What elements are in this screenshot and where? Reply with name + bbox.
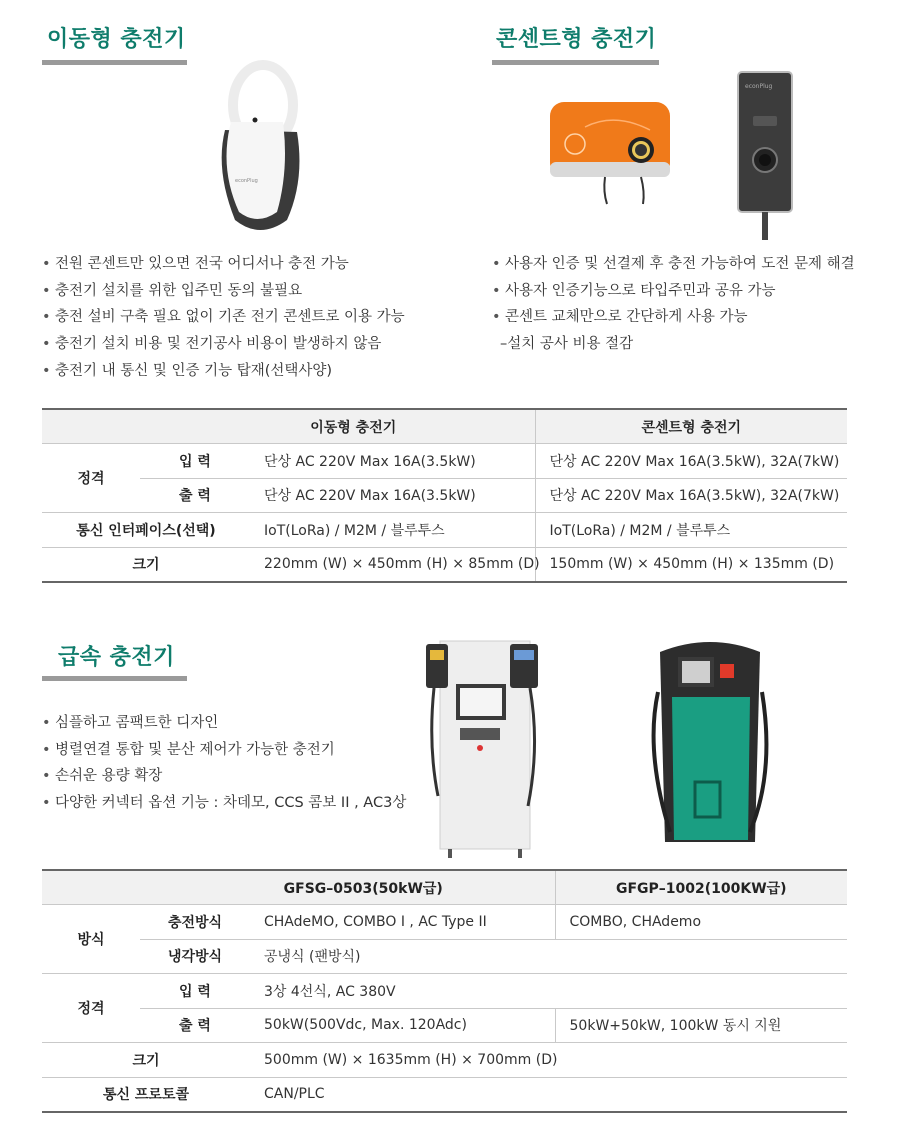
table-cell: 50kW+50kW, 100kW 동시 지원 <box>555 1008 847 1043</box>
row-label: 크기 <box>132 1052 160 1069</box>
table-row <box>42 1077 847 1112</box>
table-row <box>42 444 847 479</box>
row-sublabel: 출 력 <box>179 1018 211 1035</box>
list-item: • 충전기 내 통신 및 인증 기능 탑재(선택사양) <box>42 362 333 379</box>
table-cell: COMBO, CHAdemo <box>555 905 847 940</box>
list-item: • 심플하고 콤팩트한 디자인 <box>42 715 219 731</box>
list-item: • 콘센트 교체만으로 간단하게 사용 가능 <box>492 309 748 326</box>
row-sublabel: 입 력 <box>179 983 211 1000</box>
table-cell: 220mm (W) × 450mm (H) × 85mm (D) <box>264 556 540 572</box>
table-cell: CAN/PLC <box>264 1086 325 1102</box>
table-cell: 3상 4선식, AC 380V <box>264 983 396 1000</box>
list-item: • 전원 콘센트만 있으면 전국 어디서나 충전 가능 <box>42 256 349 272</box>
outlet-charger-orange-image <box>545 92 675 207</box>
list-item: • 충전기 설치 비용 및 전기공사 비용이 발생하지 않음 <box>42 336 382 353</box>
list-item: • 사용자 인증기능으로 타입주민과 공유 가능 <box>492 282 776 299</box>
outlet-bullets <box>492 251 855 358</box>
portable-charger-image <box>205 60 315 240</box>
outlet-title-underline <box>492 60 659 65</box>
table-cell: 공냉식 (팬방식) <box>264 949 361 966</box>
table-header: 이동형 충전기 <box>42 409 535 444</box>
table-cell: IoT(LoRa) / M2M / 블루투스 <box>264 522 445 539</box>
table-cell: 단상 AC 220V Max 16A(3.5kW) <box>264 453 476 470</box>
table-header: GFSG–0503(50kW급) <box>42 870 555 905</box>
table-row <box>42 478 847 513</box>
table-cell: 500mm (W) × 1635mm (H) × 700mm (D) <box>264 1051 558 1068</box>
row-label: 통신 프로토콜 <box>102 1087 190 1103</box>
outlet-title: 콘센트형 충전기 <box>496 27 657 52</box>
row-label: 정격 <box>77 1001 105 1017</box>
list-item: • 사용자 인증 및 선결제 후 충전 가능하여 도전 문제 해결 <box>492 256 855 272</box>
table-cell: CHAdeMO, COMBO Ⅰ , AC Type II <box>264 913 487 930</box>
row-label: 통신 인터페이스(선택) <box>76 522 216 539</box>
outlet-charger-tall-image <box>735 70 795 240</box>
portable-bullets <box>42 251 405 384</box>
table-header: 콘센트형 충전기 <box>535 409 847 444</box>
fast-charger-green-image <box>640 632 780 854</box>
table-cell: 50kW(500Vdc, Max. 120Adc) <box>264 1017 467 1034</box>
fast-charger-white-image <box>418 636 553 858</box>
table-row <box>42 547 847 582</box>
table-row <box>42 1008 847 1043</box>
list-item-sub: –설치 공사 비용 절감 <box>500 336 634 353</box>
table-cell: 단상 AC 220V Max 16A(3.5kW) <box>264 488 476 505</box>
outlet-charger-brand: econPlug <box>745 83 773 90</box>
portable-title-underline <box>42 60 187 65</box>
row-sublabel: 출 력 <box>179 488 211 505</box>
row-label: 크기 <box>132 557 160 573</box>
list-item: • 충전기 설치를 위한 입주민 동의 불필요 <box>42 282 303 299</box>
row-sublabel: 입 력 <box>179 453 211 470</box>
portable-title: 이동형 충전기 <box>47 27 186 52</box>
table-row <box>42 939 847 974</box>
fast-bullets <box>42 710 406 817</box>
list-item: • 손쉬운 용량 확장 <box>42 768 163 785</box>
list-item: • 병렬연결 통합 및 분산 제어가 가능한 충전기 <box>42 741 335 758</box>
portable-charger-brand: econPlug <box>235 178 258 184</box>
table-cell: 단상 AC 220V Max 16A(3.5kW), 32A(7kW) <box>535 478 847 513</box>
table-row <box>42 974 847 1009</box>
list-item: • 다양한 커넥터 옵션 기능 : 차데모, CCS 콤보 II , AC3상 <box>42 795 407 812</box>
table-cell: 단상 AC 220V Max 16A(3.5kW), 32A(7kW) <box>535 444 847 479</box>
spec-table-home <box>42 408 847 583</box>
row-label: 정격 <box>77 471 105 487</box>
table-header: GFGP–1002(100KW급) <box>555 870 847 905</box>
row-label: 방식 <box>77 932 105 948</box>
table-row <box>42 1043 847 1078</box>
table-cell: IoT(LoRa) / M2M / 블루투스 <box>535 513 847 548</box>
row-sublabel: 냉각방식 <box>167 949 223 966</box>
spec-table-fast <box>42 869 847 1113</box>
fast-title: 급속 충전기 <box>58 645 175 670</box>
table-cell: 150mm (W) × 450mm (H) × 135mm (D) <box>535 547 847 582</box>
row-sublabel: 충전방식 <box>167 914 223 931</box>
fast-title-underline <box>42 676 187 681</box>
list-item: • 충전 설비 구축 필요 없이 기존 전기 콘센트로 이용 가능 <box>42 309 405 326</box>
table-row <box>42 513 847 548</box>
table-row <box>42 905 847 940</box>
